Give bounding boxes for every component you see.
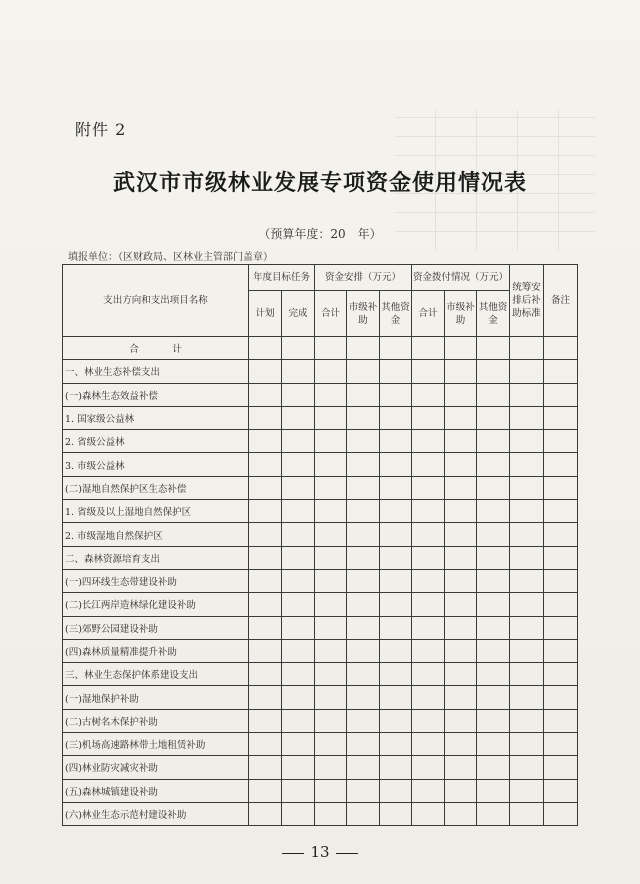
table-row <box>63 453 578 476</box>
row-cell <box>347 686 380 709</box>
row-cell <box>445 453 477 476</box>
row-cell <box>249 360 282 383</box>
row-cell <box>315 430 347 453</box>
row-cell <box>380 430 412 453</box>
row-cell <box>249 616 282 639</box>
row-cell <box>282 709 315 732</box>
row-cell <box>249 383 282 406</box>
row-cell <box>282 802 315 825</box>
row-cell <box>445 663 477 686</box>
table-row <box>63 430 578 453</box>
row-cell <box>477 383 510 406</box>
row-cell <box>477 453 510 476</box>
header-target-plan: 计划 <box>249 291 282 337</box>
row-cell <box>445 733 477 756</box>
row-cell <box>315 593 347 616</box>
row-cell <box>544 639 578 662</box>
row-cell <box>380 593 412 616</box>
row-cell <box>412 546 445 569</box>
table-row <box>63 406 578 429</box>
row-cell <box>510 756 544 779</box>
row-cell <box>315 802 347 825</box>
row-cell <box>347 360 380 383</box>
row-cell <box>282 546 315 569</box>
row-cell <box>544 546 578 569</box>
row-cell <box>282 383 315 406</box>
row-cell <box>249 779 282 802</box>
row-cell <box>445 802 477 825</box>
row-cell <box>510 802 544 825</box>
row-cell <box>380 756 412 779</box>
row-cell <box>282 453 315 476</box>
row-cell <box>412 569 445 592</box>
row-cell <box>477 733 510 756</box>
row-cell <box>412 453 445 476</box>
row-cell <box>477 802 510 825</box>
row-cell <box>544 802 578 825</box>
fund-usage-table <box>62 264 578 826</box>
row-cell <box>412 430 445 453</box>
row-cell <box>347 500 380 523</box>
row-cell <box>510 663 544 686</box>
row-cell <box>510 500 544 523</box>
table-row <box>63 383 578 406</box>
row-cell <box>249 593 282 616</box>
row-cell <box>282 406 315 429</box>
row-cell <box>445 476 477 499</box>
row-item-name: 2. 省级公益林 <box>63 430 249 453</box>
row-cell <box>477 360 510 383</box>
table-row <box>63 663 578 686</box>
row-cell <box>477 523 510 546</box>
header-allocate-total: 合计 <box>412 291 445 337</box>
header-target-done: 完成 <box>282 291 315 337</box>
header-allocate-city: 市级补助 <box>445 291 477 337</box>
row-cell <box>412 663 445 686</box>
row-item-name: (五)森林城镇建设补助 <box>63 779 249 802</box>
row-item-name: (二)长江两岸造林绿化建设补助 <box>63 593 249 616</box>
row-cell <box>544 430 578 453</box>
row-cell <box>249 430 282 453</box>
row-cell <box>380 383 412 406</box>
row-cell <box>282 639 315 662</box>
row-cell <box>412 802 445 825</box>
row-cell <box>412 779 445 802</box>
row-cell <box>315 709 347 732</box>
row-cell <box>510 593 544 616</box>
row-cell <box>315 360 347 383</box>
row-cell <box>282 593 315 616</box>
row-cell <box>380 779 412 802</box>
row-cell <box>249 639 282 662</box>
row-cell <box>380 639 412 662</box>
budget-year-subtitle: （预算年度：20 年） <box>258 227 382 241</box>
row-cell <box>544 360 578 383</box>
row-cell <box>249 802 282 825</box>
row-cell <box>510 546 544 569</box>
row-cell <box>445 500 477 523</box>
row-item-name: (一)森林生态效益补偿 <box>63 383 249 406</box>
row-item-name: 二、森林资源培育支出 <box>63 546 249 569</box>
row-cell <box>282 663 315 686</box>
row-cell <box>282 360 315 383</box>
row-cell <box>412 500 445 523</box>
page-title: 武汉市市级林业发展专项资金使用情况表 <box>112 171 527 196</box>
row-cell <box>380 406 412 429</box>
row-cell <box>510 383 544 406</box>
row-cell <box>544 523 578 546</box>
row-cell <box>544 709 578 732</box>
row-cell <box>380 616 412 639</box>
row-cell <box>347 663 380 686</box>
row-cell <box>445 406 477 429</box>
row-cell <box>477 756 510 779</box>
row-cell <box>282 616 315 639</box>
row-cell <box>544 383 578 406</box>
row-cell <box>412 406 445 429</box>
row-cell <box>347 546 380 569</box>
row-item-name: 1. 省级及以上湿地自然保护区 <box>63 500 249 523</box>
header-target-group: 年度目标任务 <box>249 265 315 291</box>
row-cell <box>249 523 282 546</box>
header-item-name: 支出方向和支出项目名称 <box>63 265 249 337</box>
row-cell <box>510 779 544 802</box>
header-allocate-group: 资金拨付情况（万元） <box>412 265 510 291</box>
row-cell <box>282 779 315 802</box>
row-cell <box>445 360 477 383</box>
row-cell <box>412 360 445 383</box>
row-item-name: (三)郊野公园建设补助 <box>63 616 249 639</box>
row-cell <box>510 639 544 662</box>
row-cell <box>510 523 544 546</box>
row-cell <box>445 709 477 732</box>
row-cell <box>315 546 347 569</box>
row-item-name: (二)古树名木保护补助 <box>63 709 249 732</box>
row-item-name: 1. 国家级公益林 <box>63 406 249 429</box>
header-arrange-group: 资金安排（万元） <box>315 265 412 291</box>
row-cell <box>315 406 347 429</box>
table-row <box>63 546 578 569</box>
table-row <box>63 523 578 546</box>
row-cell <box>544 756 578 779</box>
row-cell <box>544 406 578 429</box>
row-cell <box>249 756 282 779</box>
row-cell <box>412 337 445 360</box>
row-cell <box>315 500 347 523</box>
row-cell <box>347 616 380 639</box>
row-cell <box>380 709 412 732</box>
row-item-name: (三)机场高速路林带土地租赁补助 <box>63 733 249 756</box>
row-cell <box>477 337 510 360</box>
row-cell <box>510 709 544 732</box>
row-cell <box>380 523 412 546</box>
page-number-text: 13 <box>310 843 330 861</box>
row-cell <box>249 709 282 732</box>
row-cell <box>282 756 315 779</box>
row-cell <box>544 663 578 686</box>
header-allocate-other: 其他资金 <box>477 291 510 337</box>
row-cell <box>510 406 544 429</box>
table-row <box>63 616 578 639</box>
row-cell <box>347 756 380 779</box>
row-cell <box>315 337 347 360</box>
row-cell <box>347 337 380 360</box>
row-item-name: (一)湿地保护补助 <box>63 686 249 709</box>
row-cell <box>347 430 380 453</box>
row-cell <box>544 686 578 709</box>
page-number <box>0 843 640 861</box>
table-row <box>63 593 578 616</box>
row-cell <box>315 779 347 802</box>
row-cell <box>249 337 282 360</box>
row-cell <box>315 616 347 639</box>
row-item-name: 三、林业生态保护体系建设支出 <box>63 663 249 686</box>
row-cell <box>477 430 510 453</box>
row-cell <box>477 593 510 616</box>
row-cell <box>249 406 282 429</box>
row-cell <box>544 337 578 360</box>
row-cell <box>510 337 544 360</box>
row-cell <box>544 500 578 523</box>
row-cell <box>315 686 347 709</box>
row-cell <box>445 523 477 546</box>
row-cell <box>445 616 477 639</box>
row-cell <box>544 569 578 592</box>
row-cell <box>282 500 315 523</box>
header-remarks: 备注 <box>544 265 578 337</box>
attachment-label: 附件 2 <box>75 120 127 139</box>
row-cell <box>544 453 578 476</box>
table-row <box>63 709 578 732</box>
row-cell <box>510 453 544 476</box>
row-item-name: (二)湿地自然保护区生态补偿 <box>63 476 249 499</box>
reporting-unit-line: 填报单位：（区财政局、区林业主管部门盖章） <box>68 252 273 263</box>
row-cell <box>412 686 445 709</box>
row-cell <box>380 569 412 592</box>
row-cell <box>347 383 380 406</box>
row-cell <box>412 756 445 779</box>
row-cell <box>315 383 347 406</box>
row-cell <box>380 733 412 756</box>
row-cell <box>347 802 380 825</box>
row-cell <box>412 709 445 732</box>
row-cell <box>380 686 412 709</box>
row-cell <box>380 360 412 383</box>
row-cell <box>347 476 380 499</box>
row-item-name: 合 计 <box>63 337 249 360</box>
row-cell <box>282 569 315 592</box>
row-cell <box>315 523 347 546</box>
row-cell <box>282 337 315 360</box>
row-cell <box>477 406 510 429</box>
row-cell <box>347 453 380 476</box>
row-cell <box>445 546 477 569</box>
row-cell <box>249 500 282 523</box>
header-arrange-city: 市级补助 <box>347 291 380 337</box>
row-cell <box>380 802 412 825</box>
row-cell <box>347 523 380 546</box>
row-cell <box>477 500 510 523</box>
row-cell <box>445 639 477 662</box>
row-item-name: 2. 市级湿地自然保护区 <box>63 523 249 546</box>
row-cell <box>347 406 380 429</box>
row-cell <box>544 616 578 639</box>
table-body <box>63 337 578 826</box>
row-cell <box>445 686 477 709</box>
row-cell <box>249 569 282 592</box>
row-cell <box>315 569 347 592</box>
row-cell <box>544 593 578 616</box>
table-row <box>63 756 578 779</box>
row-cell <box>445 779 477 802</box>
row-cell <box>477 663 510 686</box>
row-cell <box>380 337 412 360</box>
row-cell <box>249 476 282 499</box>
row-cell <box>445 593 477 616</box>
table-row <box>63 360 578 383</box>
row-cell <box>380 663 412 686</box>
row-cell <box>477 639 510 662</box>
row-cell <box>282 476 315 499</box>
row-cell <box>315 663 347 686</box>
row-cell <box>510 430 544 453</box>
table-row <box>63 639 578 662</box>
row-cell <box>544 733 578 756</box>
row-cell <box>445 383 477 406</box>
row-cell <box>412 523 445 546</box>
row-cell <box>282 686 315 709</box>
table-row <box>63 686 578 709</box>
row-item-name: (四)森林质量精准提升补助 <box>63 639 249 662</box>
row-cell <box>249 663 282 686</box>
row-cell <box>249 733 282 756</box>
row-cell <box>412 639 445 662</box>
row-cell <box>380 453 412 476</box>
row-cell <box>477 686 510 709</box>
row-cell <box>412 476 445 499</box>
row-cell <box>510 686 544 709</box>
row-cell <box>445 569 477 592</box>
row-cell <box>445 756 477 779</box>
row-cell <box>510 733 544 756</box>
row-cell <box>477 546 510 569</box>
row-cell <box>510 616 544 639</box>
row-item-name: 一、林业生态补偿支出 <box>63 360 249 383</box>
header-standard: 统筹安排后补助标准 <box>510 265 544 337</box>
table-row <box>63 802 578 825</box>
row-cell <box>315 756 347 779</box>
row-cell <box>477 476 510 499</box>
row-cell <box>347 733 380 756</box>
row-cell <box>347 639 380 662</box>
row-cell <box>544 779 578 802</box>
header-arrange-total: 合计 <box>315 291 347 337</box>
row-cell <box>510 476 544 499</box>
row-cell <box>412 593 445 616</box>
row-cell <box>412 383 445 406</box>
row-item-name: (四)林业防灾减灾补助 <box>63 756 249 779</box>
row-cell <box>380 500 412 523</box>
row-cell <box>315 639 347 662</box>
table-row <box>63 779 578 802</box>
table-row <box>63 500 578 523</box>
row-cell <box>477 569 510 592</box>
row-cell <box>477 709 510 732</box>
row-cell <box>380 476 412 499</box>
row-cell <box>249 546 282 569</box>
row-cell <box>315 476 347 499</box>
row-cell <box>347 593 380 616</box>
row-cell <box>282 523 315 546</box>
table-row <box>63 733 578 756</box>
table-row-total <box>63 337 578 360</box>
row-item-name: (六)林业生态示范村建设补助 <box>63 802 249 825</box>
page-number-dash-right <box>336 853 358 854</box>
row-cell <box>282 430 315 453</box>
row-cell <box>249 453 282 476</box>
row-cell <box>477 779 510 802</box>
row-cell <box>315 733 347 756</box>
row-cell <box>544 476 578 499</box>
table-row <box>63 569 578 592</box>
row-item-name: (一)四环线生态带建设补助 <box>63 569 249 592</box>
row-item-name: 3. 市级公益林 <box>63 453 249 476</box>
row-cell <box>412 616 445 639</box>
row-cell <box>477 616 510 639</box>
row-cell <box>510 360 544 383</box>
row-cell <box>249 686 282 709</box>
row-cell <box>347 569 380 592</box>
row-cell <box>510 569 544 592</box>
row-cell <box>445 430 477 453</box>
header-arrange-other: 其他资金 <box>380 291 412 337</box>
row-cell <box>315 453 347 476</box>
row-cell <box>347 779 380 802</box>
page-number-dash-left <box>282 853 304 854</box>
table-row <box>63 476 578 499</box>
row-cell <box>347 709 380 732</box>
row-cell <box>412 733 445 756</box>
row-cell <box>380 546 412 569</box>
row-cell <box>445 337 477 360</box>
row-cell <box>282 733 315 756</box>
